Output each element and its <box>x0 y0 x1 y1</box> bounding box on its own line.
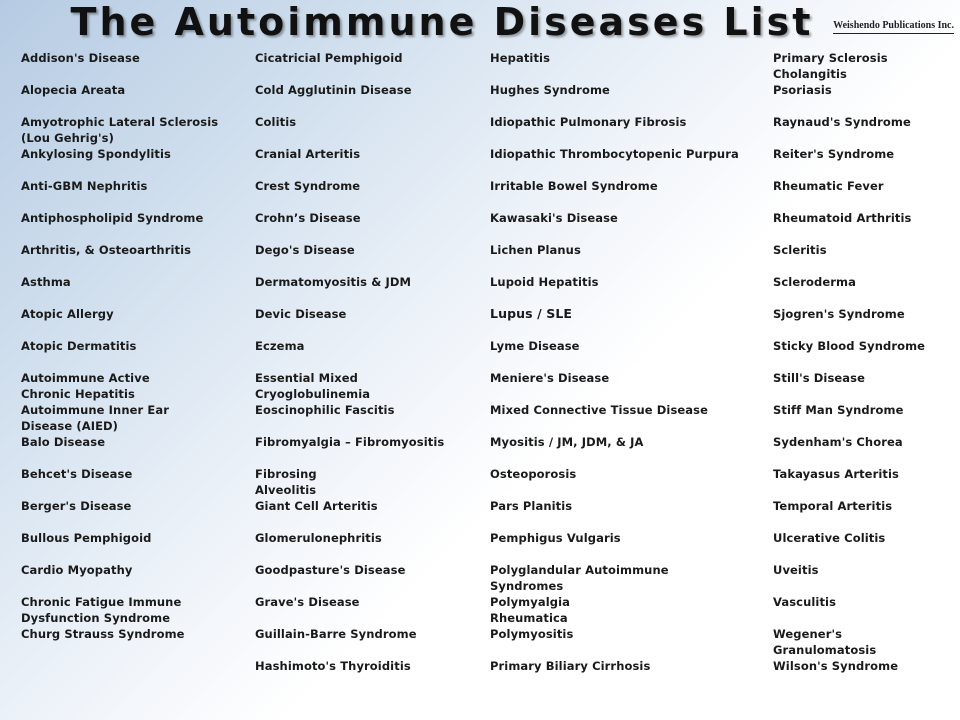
disease-item: Scleroderma <box>773 275 856 289</box>
disease-item: Arthritis, & Osteoarthritis <box>21 243 192 257</box>
disease-item: Autoimmune Inner Ear Disease (AIED) <box>21 403 169 433</box>
page-title: The Autoimmune Diseases List <box>70 0 814 44</box>
disease-item: Mixed Connective Tissue Disease <box>490 403 709 417</box>
disease-item: Addison's Disease <box>21 51 140 65</box>
disease-item: Bullous Pemphigoid <box>21 531 152 545</box>
disease-item: Cicatricial Pemphigoid <box>255 51 403 65</box>
disease-item: Myositis / JM, JDM, & JA <box>490 435 644 449</box>
disease-item: Lupoid Hepatitis <box>490 275 599 289</box>
disease-item: Stiff Man Syndrome <box>773 403 904 417</box>
disease-item: Cardio Myopathy <box>21 563 133 577</box>
disease-item: Irritable Bowel Syndrome <box>490 179 658 193</box>
disease-item: Essential Mixed Cryoglobulinemia <box>255 371 371 401</box>
disease-item: Dermatomyositis & JDM <box>255 275 412 289</box>
disease-item: Alopecia Areata <box>21 83 126 97</box>
disease-item: Still's Disease <box>773 371 866 385</box>
disease-item: Berger's Disease <box>21 499 132 513</box>
disease-item: Idiopathic Pulmonary Fibrosis <box>490 115 687 129</box>
disease-item: Amyotrophic Lateral Sclerosis (Lou Gehrig's) <box>21 115 219 145</box>
disease-item: Grave's Disease <box>255 595 360 609</box>
disease-item: Pars Planitis <box>490 499 573 513</box>
disease-item: Atopic Allergy <box>21 307 114 321</box>
disease-item: Takayasus Arteritis <box>773 467 899 481</box>
disease-item: Wilson's Syndrome <box>773 659 899 673</box>
disease-item: Ankylosing Spondylitis <box>21 147 171 161</box>
disease-item: Rheumatic Fever <box>773 179 884 193</box>
disease-item: Crest Syndrome <box>255 179 361 193</box>
disease-item: Lupus / SLE <box>490 306 573 321</box>
disease-item: Goodpasture's Disease <box>255 563 406 577</box>
publisher-label: Weishendo Publications Inc. <box>833 20 954 34</box>
disease-item: Sydenham's Chorea <box>773 435 903 449</box>
disease-item: Sticky Blood Syndrome <box>773 339 926 353</box>
disease-item: Devic Disease <box>255 307 347 321</box>
disease-item: Osteoporosis <box>490 467 577 481</box>
disease-item: Reiter's Syndrome <box>773 147 895 161</box>
disease-item: Dego's Disease <box>255 243 355 257</box>
disease-item: Chronic Fatigue Immune Dysfunction Syndrome <box>21 595 182 625</box>
disease-item: Colitis <box>255 115 297 129</box>
disease-item: Churg Strauss Syndrome <box>21 627 185 641</box>
disease-item: Psoriasis <box>773 83 832 97</box>
disease-item: Temporal Arteritis <box>773 499 893 513</box>
disease-item: Sjogren's Syndrome <box>773 307 905 321</box>
disease-item: Polymyalgia Rheumatica <box>490 595 570 625</box>
disease-item: Lyme Disease <box>490 339 580 353</box>
disease-item: Vasculitis <box>773 595 837 609</box>
disease-item: Autoimmune Active Chronic Hepatitis <box>21 371 150 401</box>
disease-item: Glomerulonephritis <box>255 531 382 545</box>
disease-item: Balo Disease <box>21 435 106 449</box>
disease-item: Pemphigus Vulgaris <box>490 531 621 545</box>
disease-item: Polyglandular Autoimmune Syndromes <box>490 563 669 593</box>
disease-item: Polymyositis <box>490 627 574 641</box>
disease-item: Uveitis <box>773 563 819 577</box>
disease-item: Eczema <box>255 339 305 353</box>
disease-item: Meniere's Disease <box>490 371 610 385</box>
disease-item: Kawasaki's Disease <box>490 211 618 225</box>
disease-item: Primary Biliary Cirrhosis <box>490 659 651 673</box>
disease-item: Crohn’s Disease <box>255 211 361 225</box>
disease-item: Behcet's Disease <box>21 467 133 481</box>
disease-item: Atopic Dermatitis <box>21 339 137 353</box>
disease-item: Hepatitis <box>490 51 551 65</box>
disease-item: Guillain-Barre Syndrome <box>255 627 417 641</box>
disease-item: Fibromyalgia – Fibromyositis <box>255 435 445 449</box>
disease-item: Giant Cell Arteritis <box>255 499 378 513</box>
disease-item: Antiphospholipid Syndrome <box>21 211 204 225</box>
disease-item: Cranial Arteritis <box>255 147 361 161</box>
disease-item: Ulcerative Colitis <box>773 531 886 545</box>
disease-item: Eoscinophilic Fascitis <box>255 403 395 417</box>
disease-item: Wegener's Granulomatosis <box>773 627 877 657</box>
disease-item: Fibrosing Alveolitis <box>255 467 317 497</box>
disease-item: Hughes Syndrome <box>490 83 610 97</box>
disease-item: Asthma <box>21 275 71 289</box>
disease-item: Raynaud's Syndrome <box>773 115 911 129</box>
disease-item: Cold Agglutinin Disease <box>255 83 412 97</box>
disease-item: Lichen Planus <box>490 243 581 257</box>
disease-item: Hashimoto's Thyroiditis <box>255 659 411 673</box>
disease-item: Rheumatoid Arthritis <box>773 211 912 225</box>
disease-item: Scleritis <box>773 243 827 257</box>
disease-item: Primary Sclerosis Cholangitis <box>773 51 888 81</box>
disease-item: Anti-GBM Nephritis <box>21 179 148 193</box>
disease-item: Idiopathic Thrombocytopenic Purpura <box>490 147 739 161</box>
